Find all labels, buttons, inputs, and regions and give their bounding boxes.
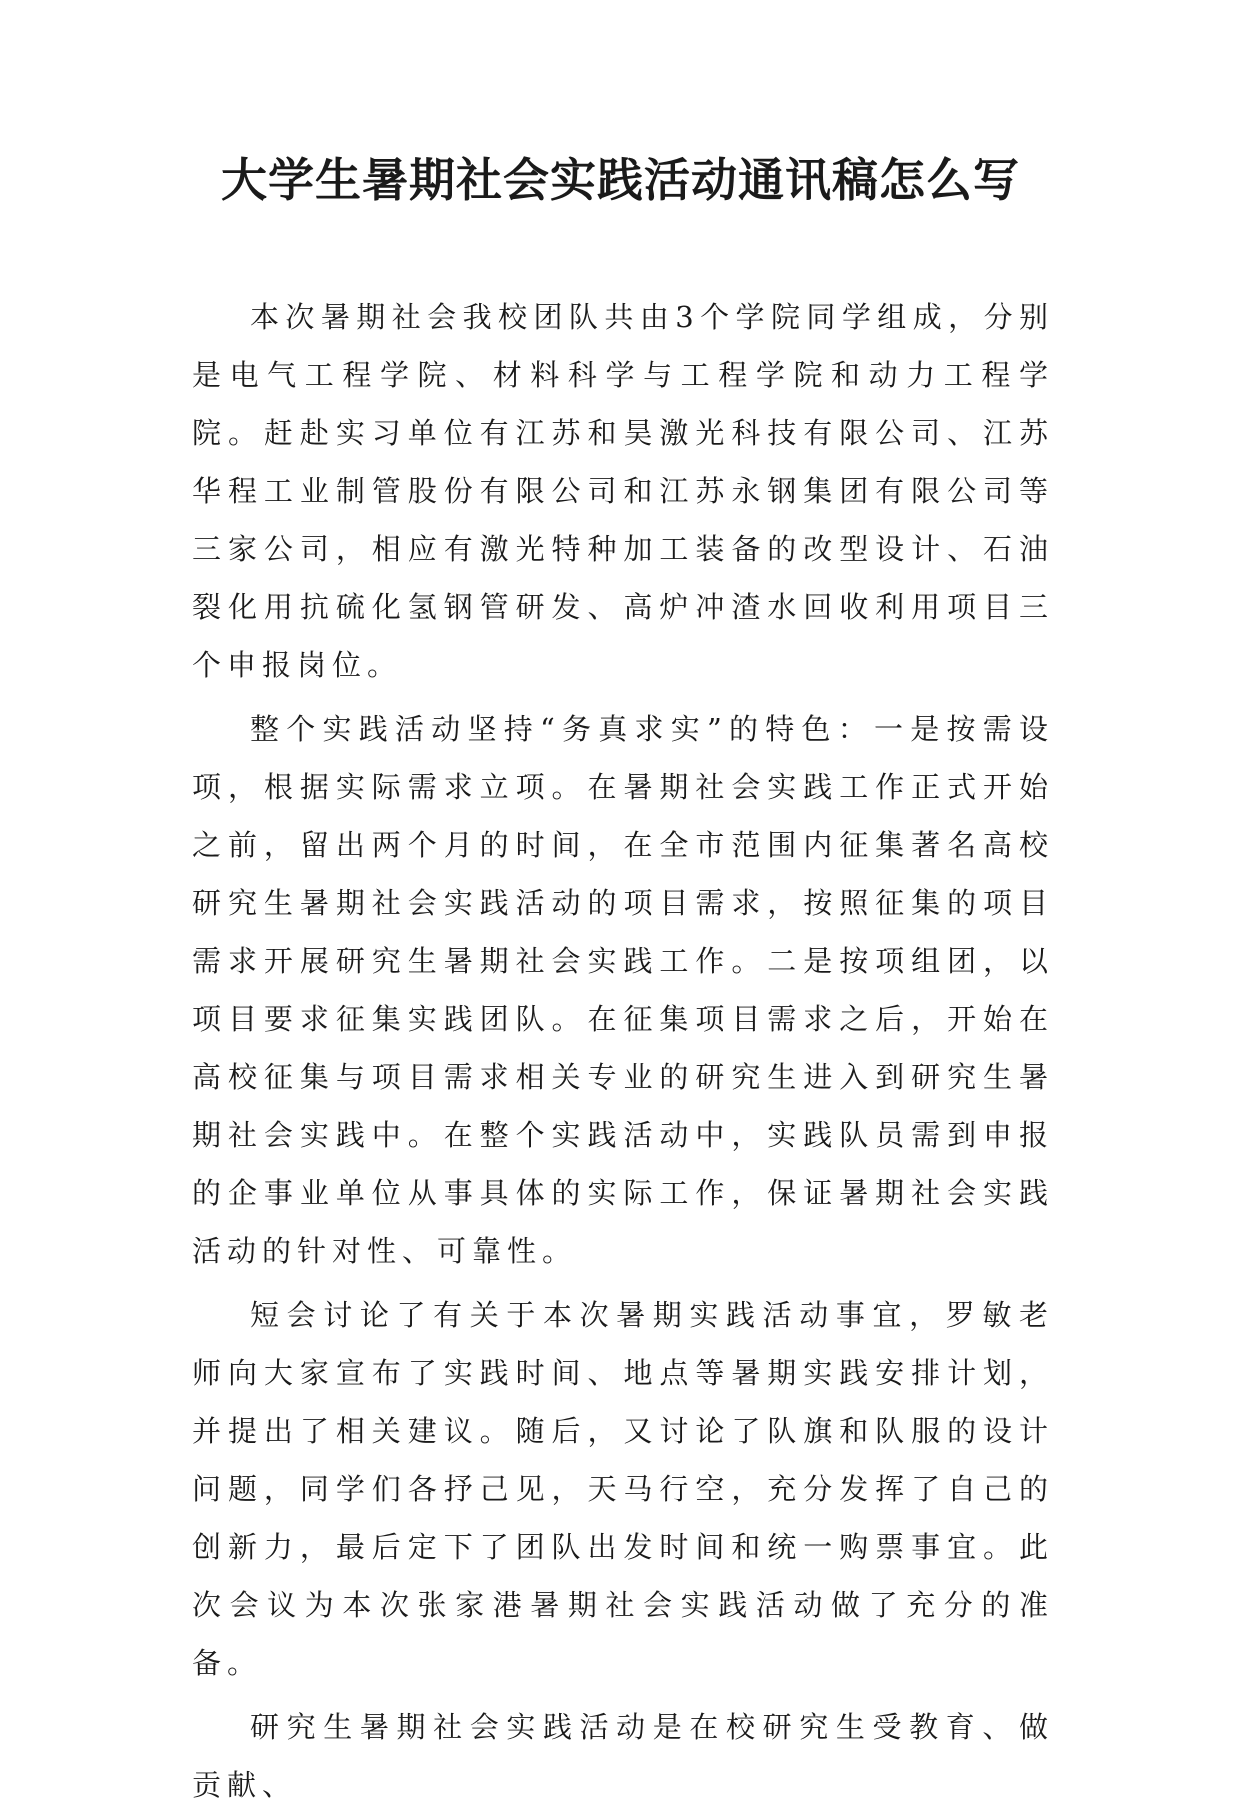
document-title: 大学生暑期社会实践活动通讯稿怎么写: [221, 153, 1020, 207]
paragraph-4: 研究生暑期社会实践活动是在校研究生受教育、做贡献、: [192, 1710, 1054, 1802]
paragraph-3: 短会讨论了有关于本次暑期实践活动事宜，罗敏老师向大家宣布了实践时间、地点等暑期实践安排计划，并提出了相关建议。随后，又讨论了队旗和队服的设计问题，同学们各抒己见，天马行空，充分发挥了自己的创新力，最后定下了团队出发时间和统一购票事宜。此次会议为本次张家港暑期社会实践活动做了充分的准备。: [192, 1298, 1054, 1680]
document-body: [192, 288, 1054, 1820]
paragraph-2: 整个实践活动坚持“务真求实”的特色：一是按需设项，根据实际需求立项。在暑期社会实践工作正式开始之前，留出两个月的时间，在全市范围内征集著名高校研究生暑期社会实践活动的项目需求，按照征集的项目需求开展研究生暑期社会实践工作。二是按项组团，以项目要求征集实践团队。在征集项目需求之后，开始在高校征集与项目需求相关专业的研究生进入到研究生暑期社会实践中。在整个实践活动中，实践队员需到申报的企事业单位从事具体的实际工作，保证暑期社会实践活动的针对性、可靠性。: [192, 712, 1054, 1268]
paragraph-1: 本次暑期社会我校团队共由3个学院同学组成，分别是电气工程学院、材料科学与工程学院和动力工程学院。赶赴实习单位有江苏和昊激光科技有限公司、江苏华程工业制管股份有限公司和江苏永钢集团有限公司等三家公司，相应有激光特种加工装备的改型设计、石油裂化用抗硫化氢钢管研发、高炉冲渣水回收利用项目三个申报岗位。: [192, 300, 1054, 682]
